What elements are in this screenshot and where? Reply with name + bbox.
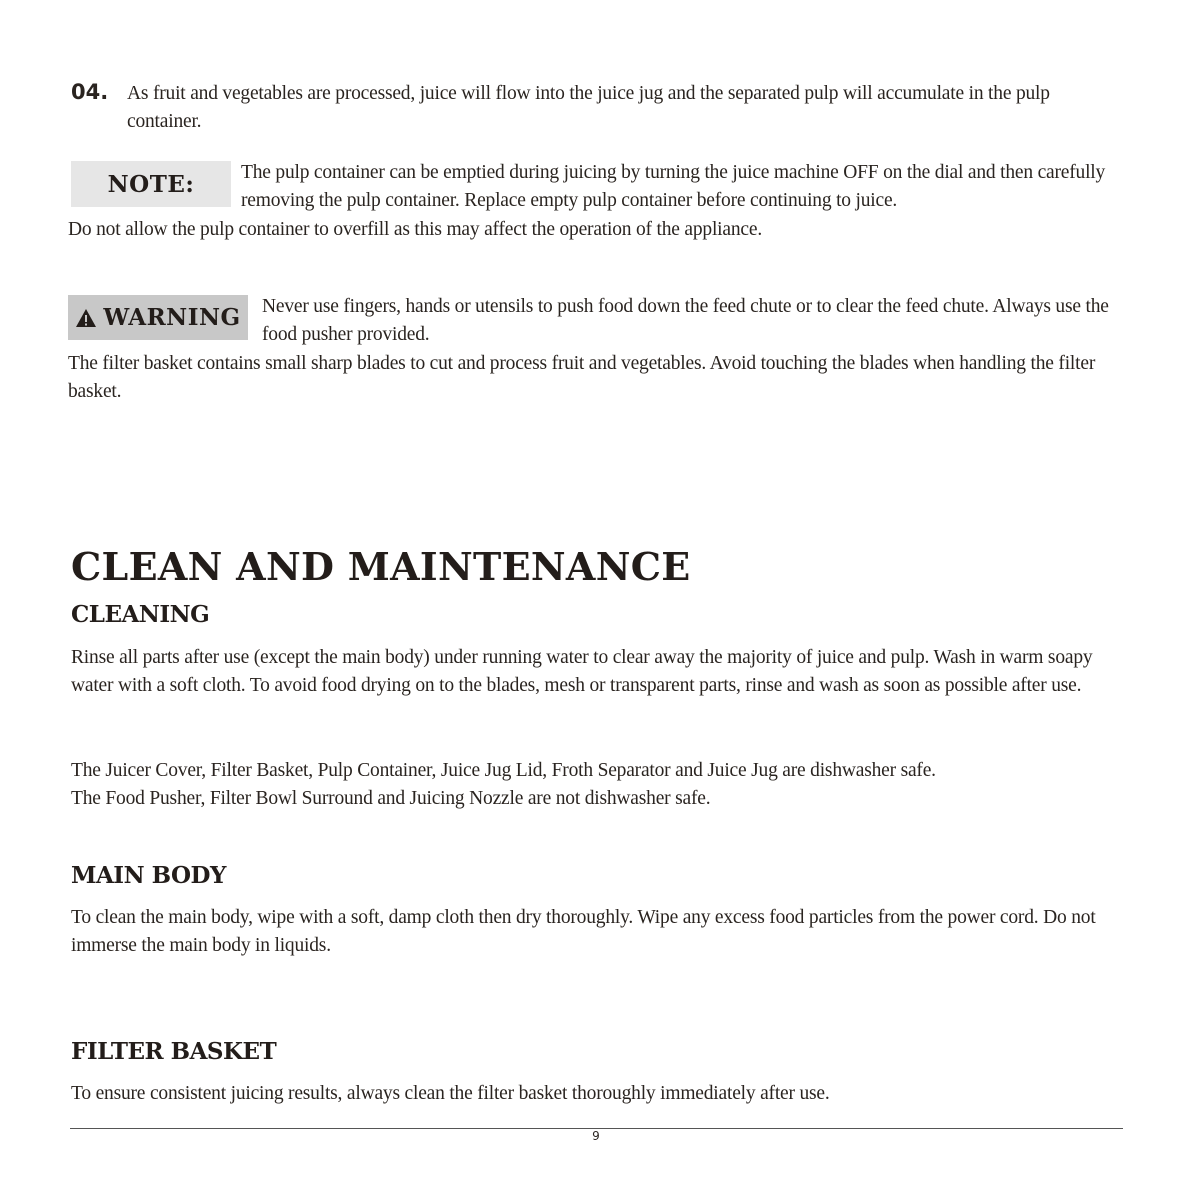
main-body-heading: MAIN BODY	[71, 862, 226, 889]
cleaning-heading: CLEANING	[71, 601, 210, 628]
filter-basket-heading: FILTER BASKET	[71, 1038, 277, 1065]
note-label: NOTE:	[107, 170, 195, 198]
warning-triangle-icon	[75, 308, 97, 328]
step-number: 04.	[71, 80, 109, 104]
note-text: The pulp container can be emptied during juicing by turning the juice machine OFF on the dial and then carefully removing the pulp container. Replace empty pulp container before continuing to juice.	[241, 162, 1106, 211]
page-number: 9	[592, 1129, 600, 1143]
not-dishwasher-safe-text: The Food Pusher, Filter Bowl Surround and Juicing Nozzle are not dishwasher safe.	[71, 788, 711, 809]
dishwasher-safe-text: The Juicer Cover, Filter Basket, Pulp Container, Juice Jug Lid, Froth Separator and Juice Jug are dishwasher safe.	[71, 760, 936, 781]
note-callout	[71, 161, 231, 207]
warning-continuation: The filter basket contains small sharp blades to cut and process fruit and vegetables. Avoid touching the blades when handling the filter basket.	[68, 353, 1096, 402]
cleaning-text: Rinse all parts after use (except the main body) under running water to clear away the majority of juice and pulp. Wash in warm soapy water with a soft cloth. To avoid food drying on to the blades, mesh or transparent parts, rinse and wash as soon as possible after use.	[71, 647, 1093, 696]
step-text: As fruit and vegetables are processed, juice will flow into the juice jug and the separated pulp will accumulate in the pulp container.	[127, 83, 1050, 132]
section-title: CLEAN AND MAINTENANCE	[71, 544, 691, 589]
note-continuation: Do not allow the pulp container to overfill as this may affect the operation of the appliance.	[68, 219, 762, 240]
main-body-text: To clean the main body, wipe with a soft, damp cloth then dry thoroughly. Wipe any excess food particles from the power cord. Do not immerse the main body in liquids.	[71, 907, 1096, 956]
warning-text: Never use fingers, hands or utensils to push food down the feed chute or to clear the feed chute. Always use the food pusher provided.	[262, 296, 1109, 345]
warning-callout	[68, 295, 248, 340]
filter-basket-text: To ensure consistent juicing results, always clean the filter basket thoroughly immediately after use.	[71, 1083, 830, 1104]
warning-label: WARNING	[103, 304, 241, 331]
